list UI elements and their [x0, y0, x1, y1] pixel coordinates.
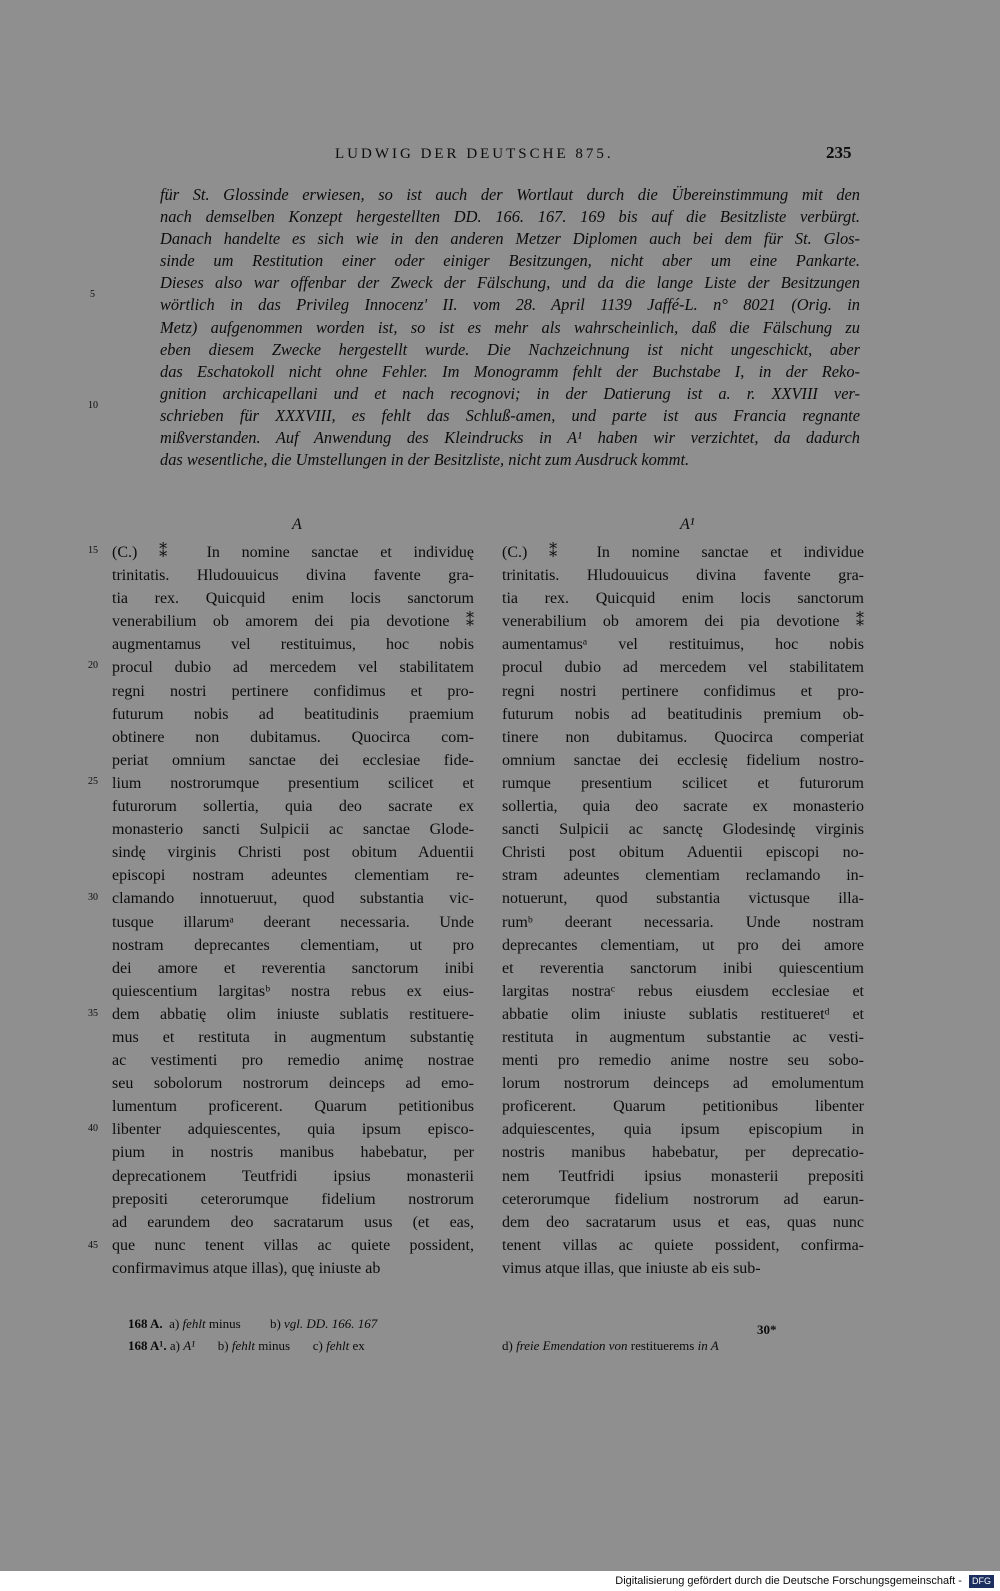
text-line: ad earundem deo sacratarum usus (et eas,: [112, 1213, 474, 1231]
footnote-text: A¹: [183, 1338, 196, 1353]
text-line: periat omnium sanctae dei ecclesiae fide-: [112, 751, 474, 769]
footnote-a1: [128, 1338, 365, 1354]
text-line: mißverstanden. Auf Anwendung des Kleindrucks in A¹ haben wir verzichtet, da dadurch: [160, 428, 860, 448]
column-heading-a: A: [292, 516, 302, 533]
text-line: procul dubio ad mercedem vel stabilitatem: [502, 659, 864, 677]
text-line: deprecationem Teutfridi ipsius monasterii: [112, 1167, 474, 1185]
text-line: das Eschatokoll nicht ohne Fehler. Im Monogramm fehlt der Buchstabe I, in der Reko-: [160, 361, 860, 381]
footnote-text: minus: [258, 1338, 291, 1353]
dfg-logo: DFG: [969, 1575, 994, 1588]
footnote-key: c): [312, 1338, 323, 1353]
footer-bar: [0, 1571, 1000, 1591]
text-line: trinitatis. Hludouuicus divina favente gra-: [502, 567, 864, 585]
text-line: sinde um Restitution einer oder einiger Besitzungen, nicht aber um eine Pankarte.: [160, 251, 860, 271]
line-number: 35: [88, 1008, 98, 1019]
text-line: seu sobolorum nostrorum deinceps ad emo-: [112, 1075, 474, 1093]
text-line: (C.) ⁑ In nomine sanctae et individue: [502, 544, 864, 561]
text-line: procul dubio ad mercedem vel stabilitatem: [112, 659, 474, 677]
text-line: vimus atque illas, que iniuste ab eis sub-: [502, 1259, 761, 1277]
line-number: 40: [88, 1123, 98, 1134]
text-line: Metz) aufgenommen worden ist, so ist es mehr als wahrscheinlich, daß die Fälschung zu: [160, 317, 860, 337]
footnote-key: b): [269, 1316, 281, 1331]
line-number: 45: [88, 1240, 98, 1251]
column-a-text: [112, 541, 474, 1280]
text-line: mus et restituta in augmentum substantię: [112, 1028, 474, 1046]
footnote-text: vgl. DD. 166. 167: [284, 1316, 378, 1331]
text-line: notuerunt, quod substantia victusque illa-: [502, 890, 864, 908]
text-line: pium in nostris manibus habebatur, per: [112, 1144, 474, 1162]
footnote-text: restituerems: [630, 1338, 695, 1353]
text-line: das wesentliche, die Umstellungen in der Besitzliste, nicht zum Ausdruck kommt.: [160, 450, 690, 470]
text-line: nem Teutfridi ipsius monasterii prepositi: [502, 1167, 864, 1185]
line-number: 5: [90, 289, 95, 300]
footnote-key: b): [217, 1338, 229, 1353]
line-number: 20: [88, 660, 98, 671]
text-line: prepositi ceterorumque fidelium nostrorum: [112, 1190, 474, 1208]
text-line: lium nostrorumque presentium scilicet et: [112, 774, 474, 792]
text-line: regni nostri pertinere confidimus et pro-: [112, 682, 474, 700]
text-line: futurum nobis ad beatitudinis premium ob-: [502, 705, 864, 723]
text-line: restituta in augmentum substantie ac vesti-: [502, 1028, 864, 1046]
column-heading-a1: A¹: [680, 516, 695, 533]
text-line: dei amore et reverentia sanctorum inibi: [112, 959, 474, 977]
line-number: 25: [88, 776, 98, 787]
footnote-text: fehlt: [326, 1338, 350, 1353]
text-line: schrieben für XXXVIII, es fehlt das Schluß-amen, und parte ist aus Francia regnante: [160, 405, 860, 425]
footnote-label: 168 A.: [128, 1316, 163, 1331]
text-line: clamando innotueruut, quod substantia vic-: [112, 890, 474, 908]
text-line: rumᵇ deerant necessaria. Unde nostram: [502, 913, 864, 931]
text-line: sancti Sulpicii ac sanctę Glodesindę virginis: [502, 821, 864, 839]
text-line: quiescentium largitasᵇ nostra rebus ex eius-: [112, 982, 474, 1000]
footnote-key: d): [502, 1338, 513, 1353]
text-line: futurum nobis ad beatitudinis praemium: [112, 705, 474, 723]
text-line: gnition archicapellani und et nach recognovi; in der Datierung ist a. r. XXVIII ver-: [160, 383, 860, 403]
line-number: 10: [88, 400, 98, 411]
footnote-key: a): [169, 1316, 180, 1331]
text-line: deprecantes clementiam, ut pro dei amore: [502, 936, 864, 954]
text-line: aumentamusᵃ vel restituimus, hoc nobis: [502, 636, 864, 654]
text-line: Dieses also war offenbar der Zweck der Fälschung, und da die lange Liste der Besitzungen: [160, 273, 860, 293]
text-line: nach demselben Konzept hergestellten DD. 166. 167. 169 bis auf die Besitzliste verbürgt.: [160, 207, 860, 227]
text-line: sindę virginis Christi post obitum Aduentii: [112, 844, 474, 862]
footnote-a1-d: [502, 1338, 719, 1354]
text-line: abbatie olim iniuste sublatis restitueretᵈ et: [502, 1005, 864, 1023]
text-line: Christi post obitum Aduentii episcopi no-: [502, 844, 864, 862]
footnote-text: fehlt: [231, 1338, 255, 1353]
text-line: tenent villas ac quiete possident, confirma-: [502, 1236, 864, 1254]
text-line: ceterorumque fidelium nostrorum ad earun-: [502, 1190, 864, 1208]
line-number: 15: [88, 545, 98, 556]
text-line: stram adeuntes clementiam reclamando in-: [502, 867, 864, 885]
text-line: nostris manibus habebatur, per deprecatio-: [502, 1144, 864, 1162]
text-line: adquiescentes, quia ipsum episcopium in: [502, 1121, 864, 1139]
text-line: venerabilium ob amorem dei pia devotione ⁑: [112, 613, 474, 631]
text-line: tia rex. Quicquid enim locis sanctorum: [112, 590, 474, 608]
signature-mark: 30*: [757, 1322, 777, 1337]
text-line: augmentamus vel restituimus, hoc nobis: [112, 636, 474, 654]
text-line: wörtlich in das Privileg Innocenz' II. vom 28. April 1139 Jaffé-L. n° 8021 (Orig. in: [160, 295, 860, 315]
running-title: LUDWIG DER DEUTSCHE 875.: [335, 146, 614, 162]
text-line: venerabilium ob amorem dei pia devotione ⁑: [502, 613, 864, 631]
text-line: dem deo sacratarum usus et eas, quas nunc: [502, 1213, 864, 1231]
footer-text: Digitalisierung gefördert durch die Deutsche Forschungsgemeinschaft -: [615, 1575, 962, 1587]
text-line: tusque illarumᵃ deerant necessaria. Unde: [112, 913, 474, 931]
text-line: proficerent. Quarum petitionibus libenter: [502, 1098, 864, 1116]
line-number: 30: [88, 892, 98, 903]
text-line: que nunc tenent villas ac quiete possident,: [112, 1236, 474, 1254]
footnote-text: freie Emendation von: [516, 1338, 628, 1353]
text-line: obtinere non dubitamus. Quocirca com-: [112, 728, 474, 746]
text-line: nostram deprecantes clementiam, ut pro: [112, 936, 474, 954]
text-line: confirmavimus atque illas), quę iniuste ab: [112, 1259, 381, 1277]
text-line: lorum nostrorum deinceps ad emolumentum: [502, 1075, 864, 1093]
text-line: monasterio sancti Sulpicii ac sanctae Glode-: [112, 821, 474, 839]
text-line: libenter adquiescentes, quia ipsum episco-: [112, 1121, 474, 1139]
page-number: 235: [826, 143, 852, 162]
intro-paragraph: [160, 184, 860, 471]
footnote-a: [128, 1316, 377, 1332]
text-line: tinere non dubitamus. Quocirca comperiat: [502, 728, 864, 746]
text-line: dem abbatię olim iniuste sublatis restituere-: [112, 1005, 474, 1023]
text-line: omnium sanctae dei ecclesię fidelium nostro-: [502, 751, 864, 769]
text-line: episcopi nostram adeuntes clementiam re-: [112, 867, 474, 885]
text-line: für St. Glossinde erwiesen, so ist auch der Wortlaut durch die Übereinstimmung mit den: [160, 185, 860, 204]
footnote-text: in A: [697, 1338, 719, 1353]
footnote-text: ex: [352, 1338, 365, 1353]
footnote-key: a): [169, 1338, 180, 1353]
footnote-text: minus: [208, 1316, 241, 1331]
footnote-text: fehlt: [182, 1316, 206, 1331]
text-line: rumque presentium scilicet et futurorum: [502, 774, 864, 792]
footnote-label: 168 A¹.: [128, 1338, 167, 1353]
text-line: trinitatis. Hludouuicus divina favente gra-: [112, 567, 474, 585]
text-line: regni nostri pertinere confidimus et pro-: [502, 682, 864, 700]
text-line: sollertia, quia deo sacrate ex monasterio: [502, 798, 864, 816]
text-line: eben diesem Zwecke hergestellt wurde. Die Nachzeichnung ist nicht ungeschickt, aber: [160, 339, 860, 359]
text-line: menti pro remedio anime nostre seu sobo-: [502, 1052, 864, 1070]
text-line: et reverentia sanctorum inibi quiescentium: [502, 959, 864, 977]
text-line: Danach handelte es sich wie in den anderen Metzer Diplomen auch bei dem für St. Glos-: [160, 229, 860, 249]
text-line: futurorum sollertia, quia deo sacrate ex: [112, 798, 474, 816]
text-line: ac vestimenti pro remedio animę nostrae: [112, 1052, 474, 1070]
text-line: tia rex. Quicquid enim locis sanctorum: [502, 590, 864, 608]
text-line: lumentum proficerent. Quarum petitionibus: [112, 1098, 474, 1116]
column-a1-text: [502, 541, 864, 1280]
text-line: largitas nostraᶜ rebus eiusdem ecclesiae et: [502, 982, 864, 1000]
text-line: (C.) ⁑ In nomine sanctae et individuę: [112, 544, 474, 561]
